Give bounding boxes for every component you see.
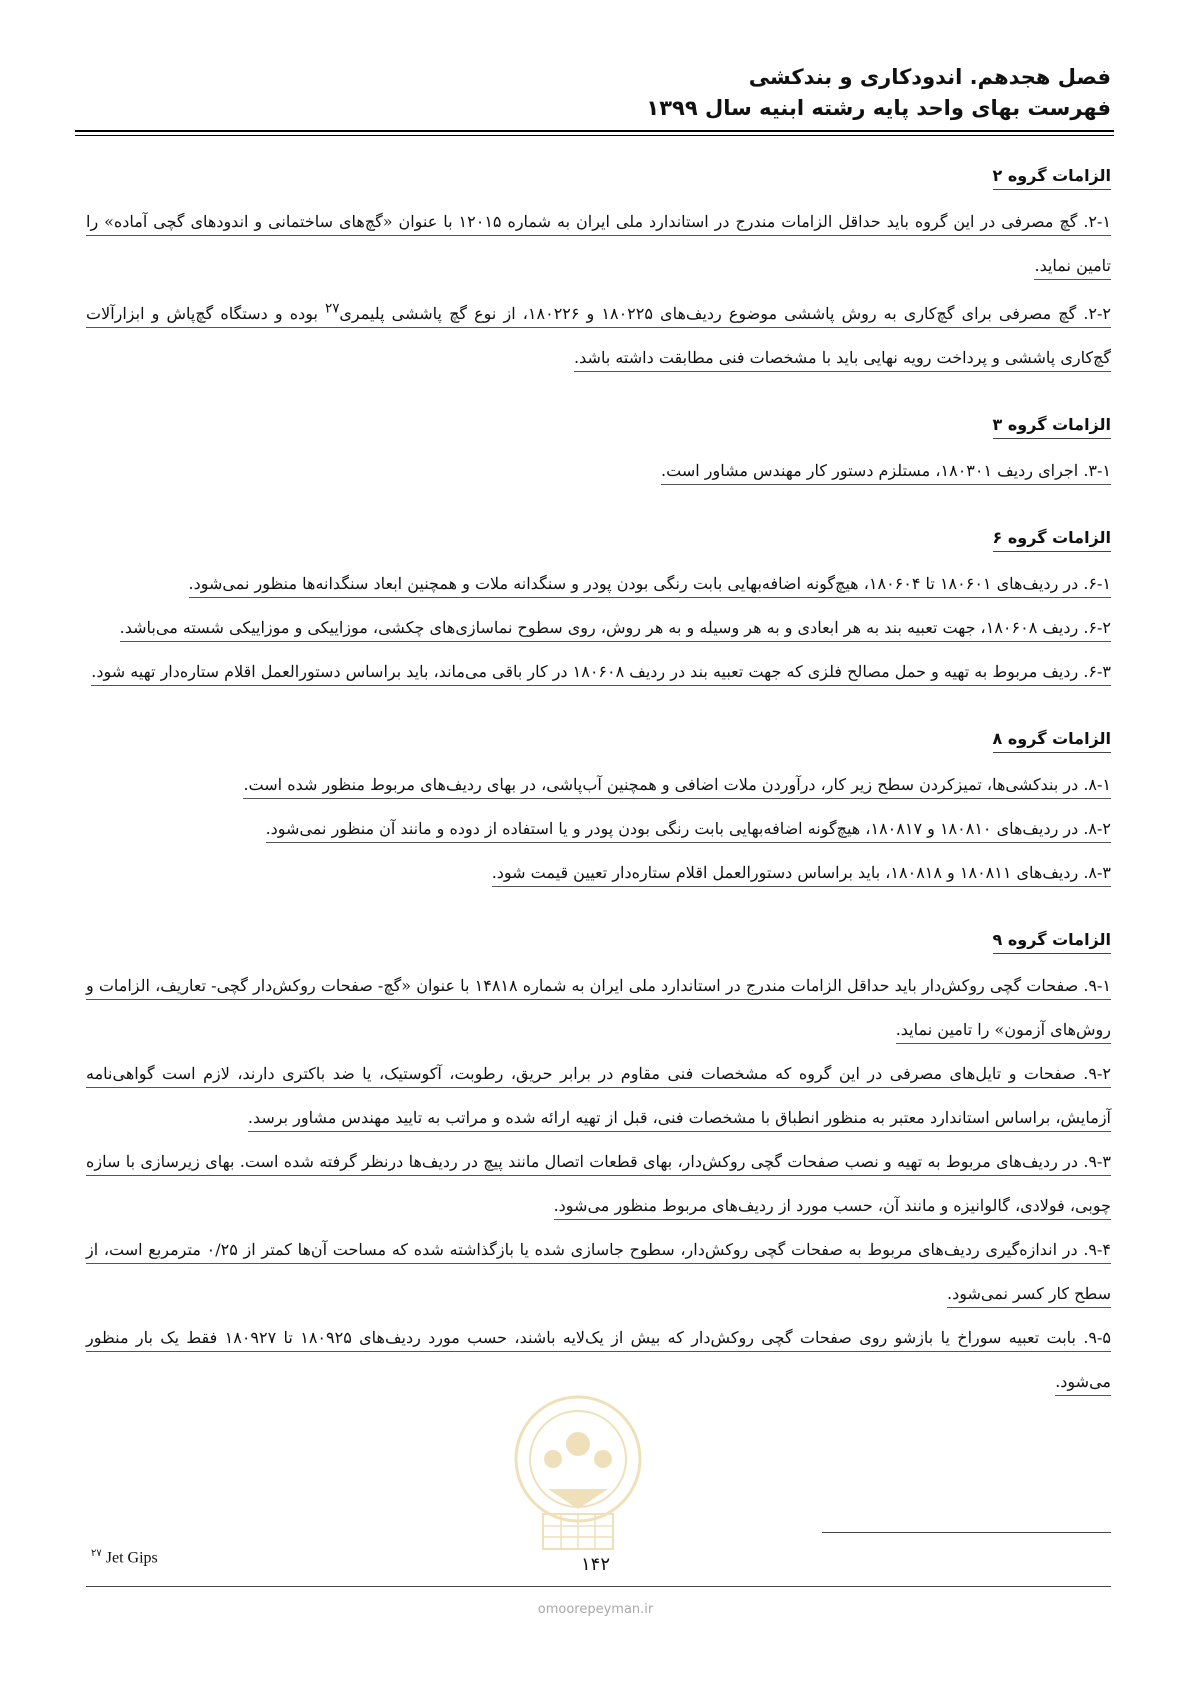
requirements-group	[86, 414, 1111, 493]
requirements-group	[86, 527, 1111, 694]
requirement-item	[86, 562, 1111, 606]
group-title: الزامات گروه ۶	[993, 527, 1111, 552]
requirements-content	[86, 165, 1111, 1438]
requirement-text: ۶-۳. ردیف مربوط به تهیه و حمل مصالح فلزی که جهت تعبیه بند در ردیف ۱۸۰۶۰۸ در کار باقی می‌ماند، باید براساس دستورالعمل اقلام ستاره‌دار تهیه شود.	[91, 662, 1111, 686]
requirement-text: ۶-۱. در ردیف‌های ۱۸۰۶۰۱ تا ۱۸۰۶۰۴، هیچ‌گونه اضافه‌بهایی بابت رنگی بودن پودر و سنگدانه ملات و همچنین ابعاد سنگدانه‌ها منظور نمی‌شود.	[189, 574, 1111, 598]
footnote-rule	[822, 1532, 1111, 1533]
requirement-item	[86, 200, 1111, 288]
requirement-text: ۹-۵. بابت تعبیه سوراخ یا بازشو روی صفحات گچی روکش‌دار که بیش از یک‌لایه باشند، حسب مورد ردیف‌های ۱۸۰۹۲۵ تا ۱۸۰۹۲۷ فقط یک بار منظور می‌شود.	[86, 1328, 1111, 1396]
page-header	[646, 62, 1111, 124]
requirement-item	[86, 606, 1111, 650]
document-title: فهرست بهای واحد پایه رشته ابنیه سال ۱۳۹۹	[646, 96, 1111, 120]
requirement-item	[86, 851, 1111, 895]
requirements-group	[86, 929, 1111, 1404]
requirement-text: ۹-۲. صفحات و تایل‌های مصرفی در این گروه که مشخصات فنی مقاوم در برابر حریق، رطوبت، آکوستیک، یا ضد باکتری دارند، لازم است گواهی‌نامه آزمایش، براساس استاندارد معتبر به منظور انطباق با مشخصات فنی، قبل از تهیه ارائه شده و مراتب به تایید مهندس مشاور برسد.	[86, 1064, 1111, 1132]
requirement-text: ۹-۱. صفحات گچی روکش‌دار باید حداقل الزامات مندرج در استاندارد ملی ایران به شماره ۱۴۸۱۸ با عنوان «گچ- صفحات روکش‌دار گچی- تعاریف، الزامات و روش‌های آزمون» را تامین نماید.	[86, 976, 1111, 1044]
requirement-item	[86, 449, 1111, 493]
page-number: ۱۴۲	[580, 1554, 610, 1575]
group-title: الزامات گروه ۸	[993, 728, 1111, 753]
group-title: الزامات گروه ۳	[993, 414, 1111, 439]
requirement-text: ۲-۲. گچ مصرفی برای گچ‌کاری به روش پاششی موضوع ردیف‌های ۱۸۰۲۲۵ و ۱۸۰۲۲۶، از نوع گچ پاششی پلیمری$^{۲۷}$ بوده و دستگاه گچ‌پاش و ابزارآلات گچ‌کاری پاششی و پرداخت رویه نهایی باید با مشخصات فنی مطابقت داشته باشد.	[86, 304, 1111, 372]
requirement-item	[86, 1140, 1111, 1228]
footnote-number: ۲۷	[91, 1548, 102, 1559]
header-rule-thick	[75, 130, 1114, 132]
requirement-text: ۲-۱. گچ مصرفی در این گروه باید حداقل الزامات مندرج در استاندارد ملی ایران به شماره ۱۲۰۱۵ با عنوان «گچ‌های ساختمانی و اندودهای گچی آماده» را تامین نماید.	[86, 212, 1111, 280]
footer-rule	[86, 1586, 1111, 1587]
requirement-text: ۳-۱. اجرای ردیف ۱۸۰۳۰۱، مستلزم دستور کار مهندس مشاور است.	[661, 461, 1111, 485]
requirement-item	[86, 288, 1111, 380]
requirement-item	[86, 807, 1111, 851]
requirements-group	[86, 165, 1111, 380]
requirement-text: ۸-۲. در ردیف‌های ۱۸۰۸۱۰ و ۱۸۰۸۱۷، هیچ‌گونه اضافه‌بهایی بابت رنگی بودن پودر و یا استفاده از دوده و مانند آن منظور نمی‌شود.	[266, 819, 1111, 843]
requirement-text: ۸-۳. ردیف‌های ۱۸۰۸۱۱ و ۱۸۰۸۱۸، باید براساس دستورالعمل اقلام ستاره‌دار تعیین قیمت شود.	[492, 863, 1111, 887]
header-rule-thin	[75, 135, 1114, 136]
footnote-text: Jet Gips	[105, 1549, 158, 1567]
requirement-item	[86, 763, 1111, 807]
requirement-text: ۸-۱. در بندکشی‌ها، تمیزکردن سطح زیر کار، درآوردن ملات اضافی و همچنین آب‌پاشی، در بهای ردیف‌های مربوط منظور شده است.	[243, 775, 1111, 799]
requirement-text: ۹-۳. در ردیف‌های مربوط به تهیه و نصب صفحات گچی روکش‌دار، بهای قطعات اتصال مانند پیچ در ردیف‌ها درنظر گرفته شده است. بهای زیرسازی با سازه چوبی، فولادی، گالوانیزه و مانند آن، حسب مورد از ردیف‌های مربوط منظور می‌شود.	[86, 1152, 1111, 1220]
requirement-item	[86, 964, 1111, 1052]
chapter-title: فصل هجدهم. اندودکاری و بندکشی	[748, 65, 1111, 89]
requirement-item	[86, 650, 1111, 694]
requirement-text: ۶-۲. ردیف ۱۸۰۶۰۸، جهت تعبیه بند به هر ابعادی و به هر وسیله و به هر روش، روی سطوح نماسازی‌های چکشی، موزاییکی و موزاییکی شسته می‌باشد.	[120, 618, 1111, 642]
seal-watermark-icon	[503, 1389, 653, 1559]
group-title: الزامات گروه ۹	[993, 929, 1111, 954]
group-title: الزامات گروه ۲	[993, 165, 1111, 190]
watermark-site-text: omoorepeyman.ir	[537, 1602, 654, 1617]
requirement-item	[86, 1052, 1111, 1140]
requirement-item	[86, 1228, 1111, 1316]
requirement-text: ۹-۴. در اندازه‌گیری ردیف‌های مربوط به صفحات گچی روکش‌دار، سطوح جاسازی شده یا بازگذاشته شده که مساحت آن‌ها کمتر از ۰/۲۵ مترمربع است، از سطح کار کسر نمی‌شود.	[86, 1240, 1111, 1308]
requirements-group	[86, 728, 1111, 895]
